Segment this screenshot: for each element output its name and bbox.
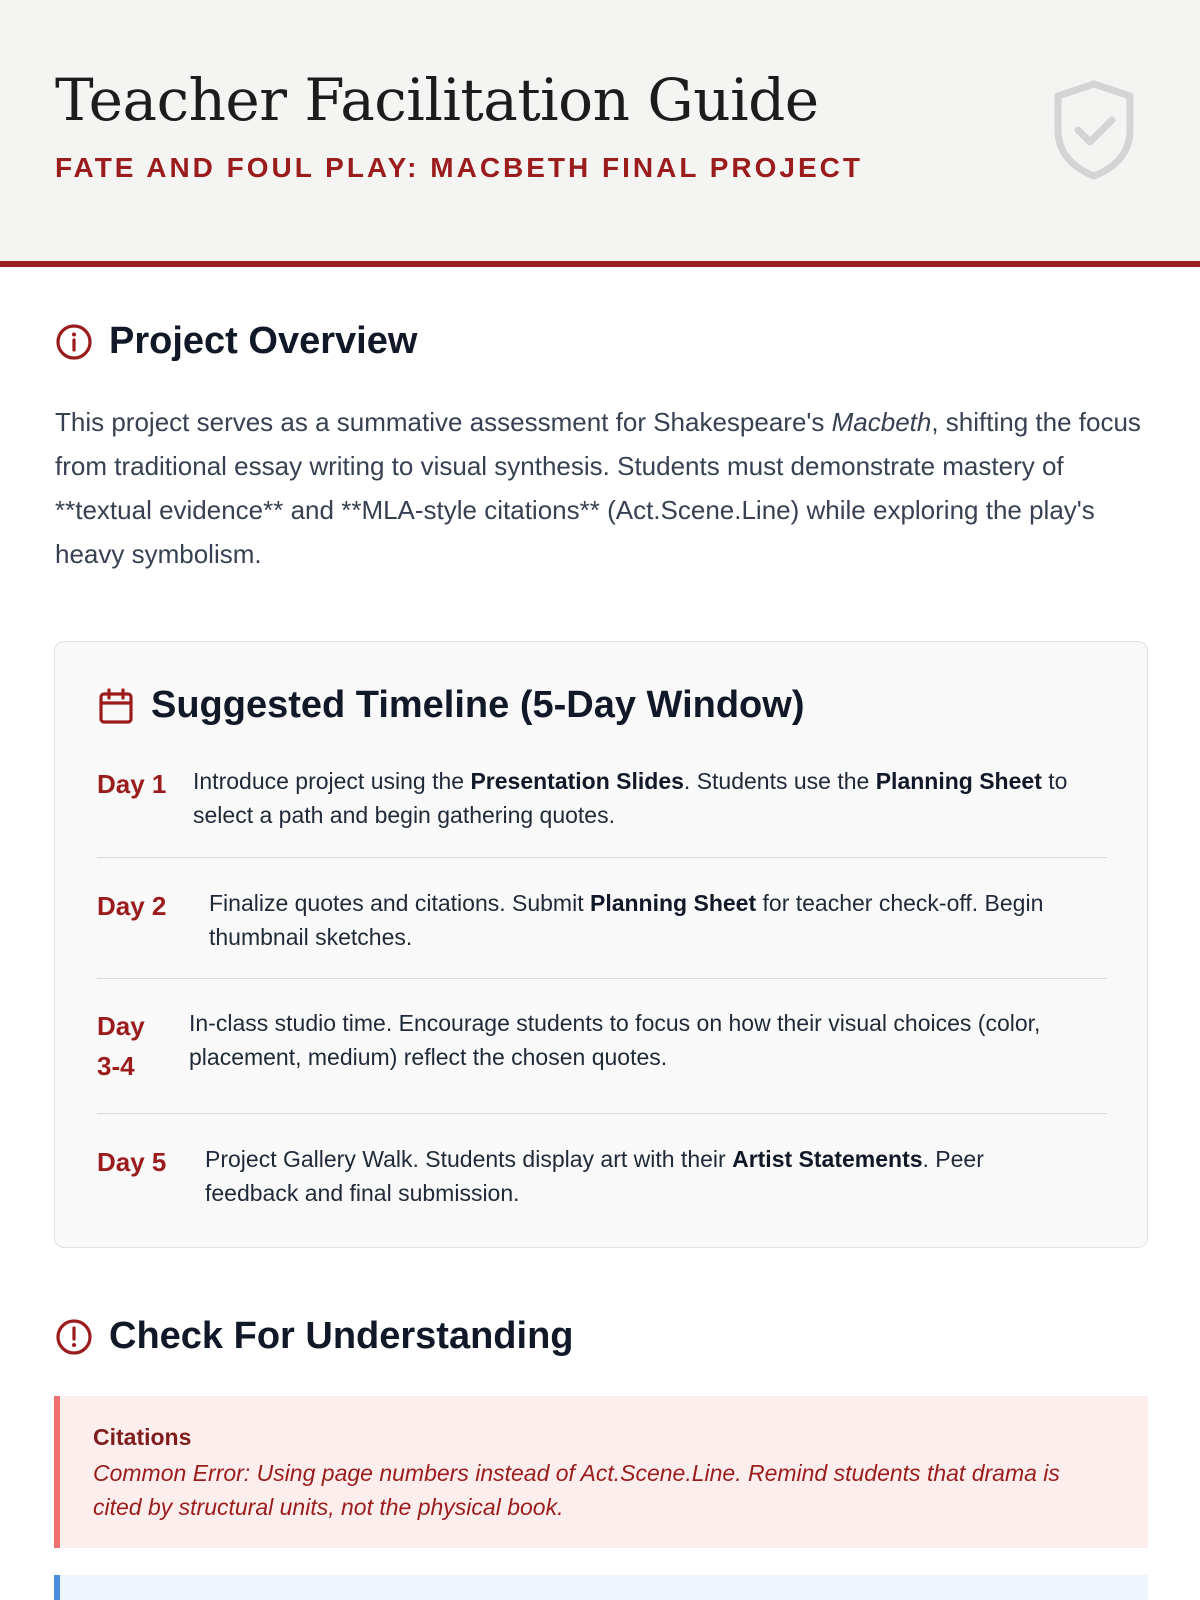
check-heading-label: Check For Understanding bbox=[109, 1315, 574, 1357]
day-divider bbox=[97, 978, 1107, 979]
day-label: Day 5 bbox=[97, 1147, 167, 1177]
callout-info bbox=[54, 1575, 1148, 1600]
day-description bbox=[189, 1006, 1059, 1074]
check-heading bbox=[55, 1315, 574, 1358]
overview-heading-label: Project Overview bbox=[109, 320, 418, 362]
day-label: Day 3-4 bbox=[97, 1011, 145, 1081]
callout-title: Citations bbox=[93, 1424, 192, 1450]
day-divider bbox=[97, 1113, 1107, 1114]
emphasized-text: Artist Statements bbox=[732, 1146, 923, 1172]
play-title: Macbeth bbox=[831, 407, 932, 437]
page-title: Teacher Facilitation Guide bbox=[55, 66, 819, 134]
timeline-card bbox=[54, 641, 1148, 1248]
day-divider bbox=[97, 857, 1107, 858]
alert-circle-icon bbox=[55, 1318, 93, 1356]
timeline-heading-label: Suggested Timeline (5-Day Window) bbox=[151, 684, 805, 726]
overview-text-before: This project serves as a summative assessment for Shakespeare's bbox=[55, 407, 832, 437]
overview-heading bbox=[55, 320, 417, 363]
info-circle-icon bbox=[55, 323, 93, 361]
emphasized-text: Planning Sheet bbox=[589, 890, 757, 916]
shield-check-icon bbox=[1052, 80, 1136, 180]
day-label: Day 1 bbox=[97, 769, 167, 799]
emphasized-text: Presentation Slides bbox=[470, 768, 684, 794]
callout-citations bbox=[54, 1396, 1148, 1548]
page-header bbox=[0, 0, 1200, 267]
text-segment: . Peer feedback and final submission. bbox=[205, 1146, 984, 1206]
text-segment: . Students use the bbox=[683, 768, 876, 794]
text-segment: In-class studio time. Encourage students to focus on how their visual choices (color, placement, medium) reflect the chosen quotes. bbox=[189, 1010, 1041, 1070]
timeline-day-3-4 bbox=[97, 1006, 1107, 1096]
text-segment: Finalize quotes and citations. Submit bbox=[209, 890, 590, 916]
timeline-day-5 bbox=[97, 1142, 1107, 1222]
emphasized-text: Planning Sheet bbox=[875, 768, 1042, 794]
timeline-heading bbox=[97, 684, 804, 727]
page-subtitle: FATE AND FOUL PLAY: MACBETH FINAL PROJECT bbox=[55, 152, 863, 183]
text-segment: for teacher check-off. Begin thumbnail sketches. bbox=[209, 890, 1044, 950]
text-segment: Project Gallery Walk. Students display art with their bbox=[205, 1146, 733, 1172]
day-label: Day 2 bbox=[97, 891, 167, 921]
day-description bbox=[205, 1142, 1065, 1210]
overview-paragraph bbox=[55, 400, 1155, 576]
timeline-day-2 bbox=[97, 886, 1107, 966]
overview-text-after: , shifting the focus from traditional essay writing to visual synthesis. Students must demonstrate mastery of **textual evidence** and **MLA-style citations** (Act.Scene.Line) while exploring the play's heavy symbolism. bbox=[55, 407, 1141, 569]
text-segment: Introduce project using the bbox=[193, 768, 471, 794]
day-description bbox=[193, 764, 1103, 832]
calendar-icon bbox=[97, 687, 135, 725]
timeline-day-1 bbox=[97, 764, 1107, 844]
day-description bbox=[209, 886, 1107, 954]
text-segment: to select a path and begin gathering quotes. bbox=[193, 768, 1068, 828]
callout-text: Common Error: Using page numbers instead of Act.Scene.Line. Remind students that drama is cited by structural units, not the physical book. bbox=[93, 1460, 1060, 1520]
